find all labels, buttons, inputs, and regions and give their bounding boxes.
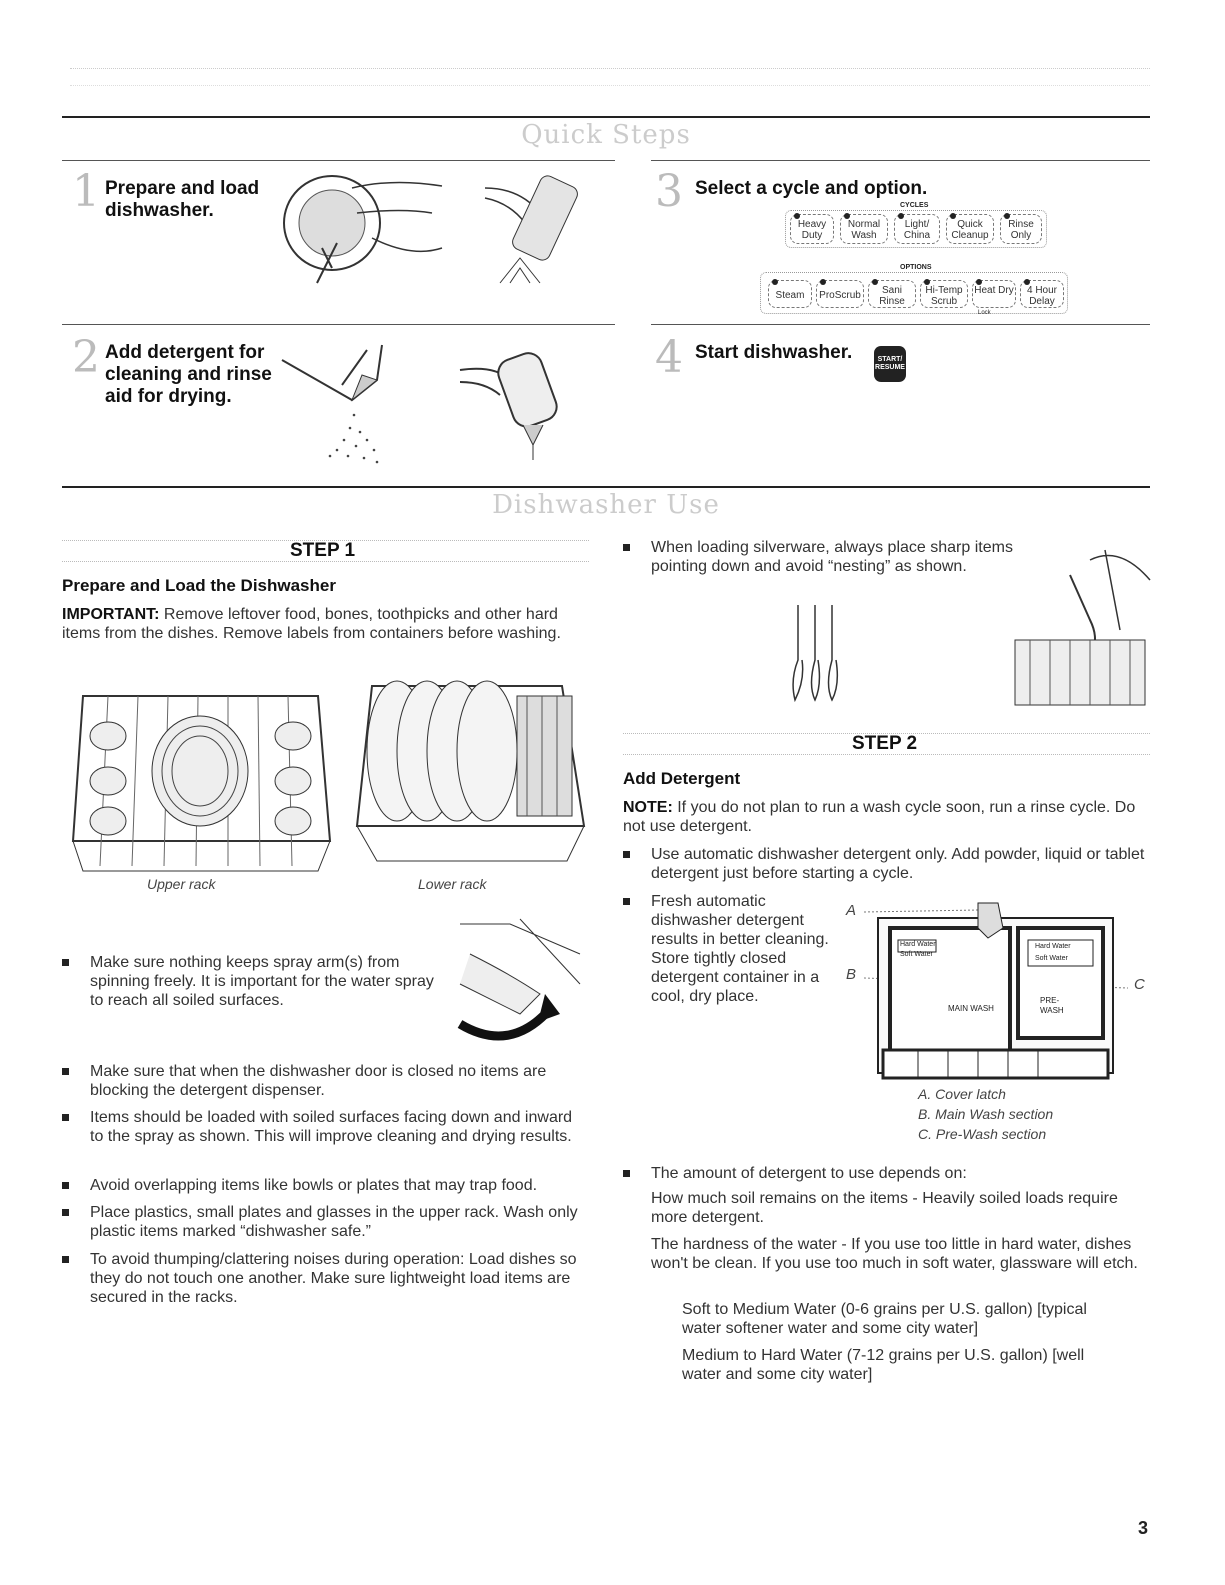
note-text: If you do not plan to run a wash cycle soon, run a rinse cycle. Do not use detergent. [623,799,1136,835]
quick-step-1-text: Prepare and load dishwasher. [105,178,260,221]
option-proscrub-button[interactable] [816,280,864,308]
header-strip [70,68,1150,86]
lower-rack-illustration [352,676,587,866]
silverware-bullet: When loading silverware, always place sharp items pointing down and avoid “nesting” as shown. [623,538,1013,576]
cycle-rinse-only-button[interactable] [1000,214,1042,244]
cycle-quick-cleanup-label: Quick Cleanup [951,219,989,241]
upper-rack-caption: Upper rack [147,876,216,892]
detergent-dispenser-illustration [858,898,1128,1083]
option-heat-dry-label: Heat Dry [974,285,1014,296]
spray-arm-illustration [450,914,590,1054]
control-panel [760,200,1070,318]
step-2-heading: Add Detergent [623,769,741,788]
quick-step-1-number: 1 [72,166,100,217]
hard-water-label-left: Hard Water [900,941,936,948]
silverware-nesting-illustration [780,600,850,705]
option-proscrub-indicator [820,279,826,285]
amount-bullet: The amount of detergent to use depends on: [623,1164,1148,1183]
soiled-surfaces-bullet: Items should be loaded with soiled surfaces facing down and inward to the spray as shown. This will improve cleaning and drying results. [62,1108,587,1146]
soft-water-label-right: Soft Water [1035,955,1068,962]
important-text: Remove leftover food, bones, toothpicks and other hard items from the dishes. Remove labels from containers before washing. [62,606,561,642]
option-hi-temp-scrub-label: Hi-Temp Scrub [925,285,963,307]
page-number: 3 [1138,1518,1149,1538]
note-label: NOTE: [623,799,673,816]
detergent-type-bullet: Use automatic dishwasher detergent only. Add powder, liquid or tablet detergent just before starting a cycle. [623,845,1148,883]
silverware-basket-illustration [1010,540,1150,710]
option-sani-rinse-indicator [872,279,878,285]
cycle-quick-cleanup-indicator [950,213,956,219]
noise-bullet: To avoid thumping/clattering noises during operation: Load dishes so they do not touch one another. Make sure lightweight load items are secured in the racks. [62,1250,592,1307]
cycle-normal-wash-indicator [844,213,850,219]
option-4-hour-delay-indicator [1024,279,1030,285]
loading-glass-illustration [480,168,580,293]
hard-water-label-right: Hard Water [1035,943,1071,950]
cycle-quick-cleanup-button[interactable] [946,214,994,244]
quick-steps-title: Quick Steps [521,120,691,150]
dispenser-label-c: C [1134,976,1145,993]
quick-steps-mid-right-rule [651,324,1150,325]
main-wash-label: MAIN WASH [948,1004,994,1013]
step-2-label: STEP 2 [852,733,918,754]
option-steam-label: Steam [775,290,805,301]
quick-steps-right-rule [651,160,1150,161]
hard-water-paragraph: Medium to Hard Water (7-12 grains per U.S. gallon) [well water and some city water] [682,1347,1085,1383]
upper-rack-illustration [68,676,333,876]
dispenser-legend-a: A. Cover latch [918,1086,1006,1102]
quick-step-2-text: Add detergent for cleaning and rinse aid for drying. [105,342,272,407]
option-sani-rinse-label: Sani Rinse [879,285,905,307]
cycle-heavy-duty-label: Heavy Duty [797,219,827,241]
dishwasher-use-title: Dishwasher Use [492,490,720,520]
quick-step-2-number: 2 [72,332,100,383]
quick-steps-left-rule [62,160,615,161]
cycle-light-china-label: Light/ China [903,219,931,241]
option-heat-dry-indicator [976,279,982,285]
lock-label: Lock [978,310,991,316]
cycle-normal-wash-label: Normal Wash [847,219,881,241]
dispenser-label-b: B [846,966,857,983]
quick-steps-top-rule [62,116,1150,118]
quick-step-3-text: Select a cycle and option. [695,178,928,199]
door-dispenser-bullet: Make sure that when the dishwasher door is closed no items are blocking the detergent dispenser. [62,1062,587,1100]
step-1-label: STEP 1 [290,540,356,561]
option-sani-rinse-button[interactable] [868,280,916,308]
step-2-note [623,798,1143,836]
option-hi-temp-scrub-indicator [924,279,930,285]
fresh-detergent-bullet: Fresh automatic dishwasher detergent results in better cleaning. Store tightly closed detergent container in a cool, dry place. [623,892,843,1006]
soft-water-paragraph: Soft to Medium Water (0-6 grains per U.S. gallon) [typical water softener water and some city water] [682,1301,1087,1337]
cycle-normal-wash-button[interactable] [840,214,888,244]
options-label: OPTIONS [900,264,932,271]
start-resume-button[interactable] [874,346,906,382]
dispenser-legend-b: B. Main Wash section [918,1106,1054,1122]
soil-paragraph: How much soil remains on the items - Heavily soiled loads require more detergent. [651,1190,1118,1226]
overlapping-bullet: Avoid overlapping items like bowls or plates that may trap food. [62,1176,592,1195]
quick-step-4-number: 4 [655,332,683,383]
dispenser-legend-c: C. Pre-Wash section [918,1126,1047,1142]
hardness-paragraph: The hardness of the water - If you use too little in hard water, dishes won't be clean. If you use too much in soft water, glassware will etch. [651,1236,1138,1272]
pre-wash-label: PRE- WASH [1040,996,1064,1015]
step-1-heading: Prepare and Load the Dishwasher [62,576,336,595]
cycle-rinse-only-label: Rinse Only [1008,219,1034,241]
cycle-rinse-only-indicator [1004,213,1010,219]
plastics-bullet: Place plastics, small plates and glasses in the upper rack. Wash only plastic items marked “dishwasher safe.” [62,1203,587,1241]
quick-steps-mid-left-rule [62,324,615,325]
rinse-aid-bottle-illustration [455,340,565,465]
quick-step-3-number: 3 [655,166,683,217]
step-1-important [62,605,587,643]
cycle-heavy-duty-button[interactable] [790,214,834,244]
option-proscrub-label: ProScrub [819,290,861,301]
dishwasher-use-rule [62,486,1150,488]
cycle-heavy-duty-indicator [794,213,800,219]
start-resume-label: START/ RESUME [875,356,905,371]
important-label: IMPORTANT: [62,606,160,623]
option-4-hour-delay-button[interactable] [1020,280,1064,308]
pouring-detergent-illustration [282,340,412,465]
dispenser-label-a: A [846,902,857,919]
option-heat-dry-button[interactable] [972,280,1016,308]
quick-step-4-text: Start dishwasher. [695,342,853,363]
option-steam-indicator [772,279,778,285]
loading-plate-illustration [282,168,452,288]
option-hi-temp-scrub-button[interactable] [920,280,968,308]
soft-water-label-left: Soft Water [900,951,933,958]
cycle-light-china-indicator [898,213,904,219]
option-steam-button[interactable] [768,280,812,308]
option-4-hour-delay-label: 4 Hour Delay [1026,285,1057,307]
cycle-light-china-button[interactable] [894,214,940,244]
cycles-label: CYCLES [900,202,929,209]
spray-arm-bullet: Make sure nothing keeps spray arm(s) from spinning freely. It is important for the water spray to reach all soiled surfaces. [62,953,442,1010]
lower-rack-caption: Lower rack [418,876,487,892]
